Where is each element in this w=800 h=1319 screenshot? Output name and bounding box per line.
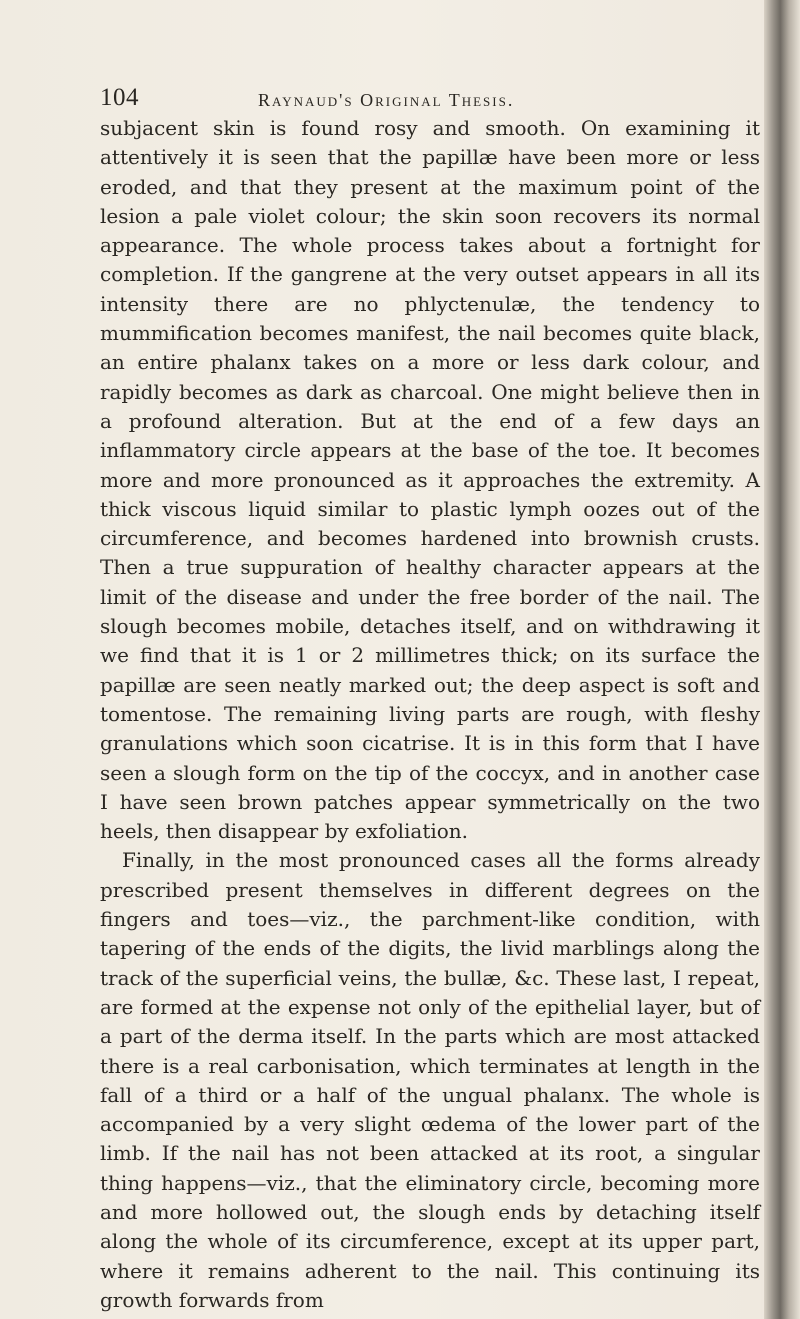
page-number: 104 <box>100 84 139 111</box>
paragraph: Finally, in the most pronounced cases all the forms already prescribed present themselves in different degrees on the fingers and toes—viz., the parchment-like condition, with tapering of the ends of the digits, the livid marblings along the track of the superficial veins, the bullæ, &c. These last, I repeat, are formed at the expense not only of the epithelial layer, but of a part of the derma itself. In the parts which are most attacked there is a real carbonisation, which terminates at length in the fall of a third or a half of the ungual phalanx. The whole is accompanied by a very slight œdema of the lower part of the limb. If the nail has not been attacked at its root, a singular thing happens—viz., that the eliminatory circle, becoming more and more hollowed out, the slough ends by detaching itself along the whole of its circumference, except at its upper part, where it remains adherent to the nail. This continuing its growth forwards from <box>100 848 760 1312</box>
page-header <box>100 84 760 114</box>
body-text <box>100 114 760 1315</box>
running-head: Raynaud's Original Thesis. <box>258 90 515 110</box>
page-edge-shadow <box>764 0 800 1319</box>
paragraph-continued: subjacent skin is found rosy and smooth. On examining it attentively it is seen that the papillæ have been more or less eroded, and that they present at the maximum point of the lesion a pale violet colour; the skin soon recovers its normal appearance. The whole process takes about a fortnight for completion. If the gangrene at the very outset appears in all its intensity there are no phlyctenulæ, the tendency to mummification becomes manifest, the nail becomes quite black, an entire phalanx takes on a more or less dark colour, and rapidly becomes as dark as charcoal. One might believe then in a profound alteration. But at the end of a few days an inflammatory circle appears at the base of the toe. It becomes more and more pronounced as it approaches the extremity. A thick viscous liquid similar to plastic lymph oozes out of the circumference, and becomes hardened into brownish crusts. Then a true suppuration of healthy character appears at the limit of the disease and under the free border of the nail. The slough becomes mobile, detaches itself, and on withdrawing it we find that it is 1 or 2 millimetres thick; on its surface the papillæ are seen neatly marked out; the deep aspect is soft and tomentose. The remaining living parts are rough, with fleshy granulations which soon cicatrise. It is in this form that I have seen a slough form on the tip of the coccyx, and in another case I have seen brown patches appear symmetrically on the two heels, then disappear by exfoliation. <box>100 116 760 844</box>
